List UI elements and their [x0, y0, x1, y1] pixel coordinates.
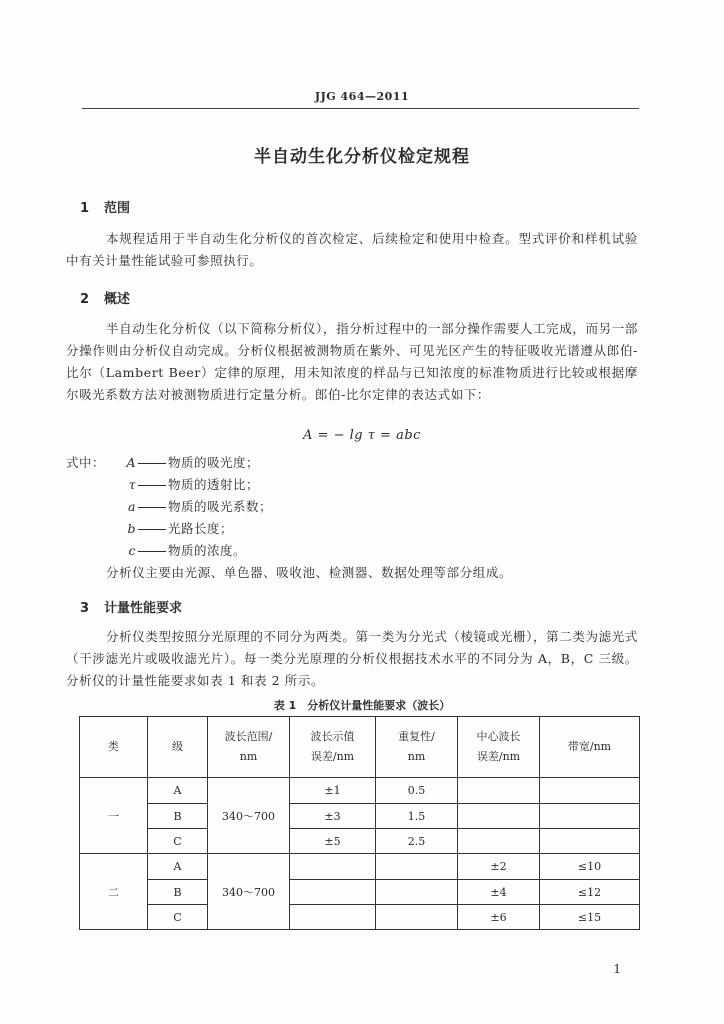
definition-row — [66, 474, 259, 496]
table-row — [80, 804, 640, 829]
grade-cell: C — [148, 829, 208, 854]
page-title: 半自动生化分析仪检定规程 — [254, 147, 470, 167]
dash-rule — [138, 540, 166, 552]
repeat-cell: 1.5 — [376, 804, 458, 829]
page-number: 1 — [613, 962, 621, 976]
definition-text: 物质的透射比； — [168, 477, 260, 492]
section-2-closing: 分析仪主要由光源、单色器、吸收池、检测器、数据处理等部分组成。 — [106, 565, 513, 580]
error-cell — [290, 880, 376, 905]
header-repeat — [376, 717, 458, 778]
header-error-line1: 波长示值 — [310, 730, 355, 743]
header-range-line1: 波长范围/ — [224, 730, 273, 743]
repeat-cell: 0.5 — [376, 778, 458, 804]
type-cell: 二 — [80, 854, 148, 930]
center-cell — [458, 778, 540, 804]
section-title: 计量性能要求 — [104, 601, 183, 616]
definition-text: 物质的吸光系数； — [168, 499, 273, 514]
grade-cell: B — [148, 880, 208, 905]
definition-text: 光路长度； — [168, 521, 234, 536]
header-rule — [82, 108, 639, 109]
bandwidth-cell: ≤12 — [540, 880, 640, 905]
range-cell: 340～700 — [208, 854, 290, 930]
header-range — [208, 717, 290, 778]
header-range-line2: nm — [239, 750, 258, 763]
section-title: 范围 — [104, 201, 131, 216]
header-error-line2: 误差/nm — [310, 750, 355, 763]
center-cell — [458, 829, 540, 854]
lambert-beer-formula: A = − lg τ = abc — [303, 428, 421, 443]
definition-symbol: b — [127, 521, 136, 536]
table-row — [80, 854, 640, 880]
range-cell: 340～700 — [208, 778, 290, 854]
repeat-cell: 2.5 — [376, 829, 458, 854]
definition-row — [66, 540, 246, 562]
header-grade: 级 — [148, 717, 208, 778]
center-cell: ±4 — [458, 880, 540, 905]
section-1-body: 本规程适用于半自动生化分析仪的首次检定、后续检定和使用中检查。型式评价和样机试验中有关计量性能试验可参照执行。 — [66, 231, 638, 268]
repeat-cell — [376, 854, 458, 880]
error-cell: ±3 — [290, 804, 376, 829]
table-row — [80, 905, 640, 930]
header-repeat-line2: nm — [407, 750, 426, 763]
repeat-cell — [376, 880, 458, 905]
table-row — [80, 778, 640, 804]
section-number: 1 — [80, 201, 90, 216]
dash-rule — [138, 452, 166, 464]
standard-code-header: JJG 464—2011 — [314, 90, 410, 103]
center-cell — [458, 804, 540, 829]
grade-cell: A — [148, 778, 208, 804]
section-3-heading — [80, 597, 182, 616]
definition-row — [66, 496, 272, 518]
definition-row — [66, 518, 233, 540]
grade-cell: B — [148, 804, 208, 829]
bandwidth-cell — [540, 829, 640, 854]
table-row — [80, 829, 640, 854]
bandwidth-cell: ≤15 — [540, 905, 640, 930]
section-number: 2 — [80, 292, 90, 307]
definition-symbol: τ — [128, 477, 136, 492]
center-cell: ±2 — [458, 854, 540, 880]
wavelength-requirements-table — [79, 716, 640, 930]
error-cell — [290, 854, 376, 880]
error-cell — [290, 905, 376, 930]
definition-text: 物质的吸光度； — [168, 455, 260, 470]
header-error — [290, 717, 376, 778]
header-repeat-line1: 重复性/ — [398, 730, 435, 743]
definition-text: 物质的浓度。 — [168, 543, 247, 558]
grade-cell: A — [148, 854, 208, 880]
bandwidth-cell — [540, 778, 640, 804]
header-center — [458, 717, 540, 778]
dash-rule — [138, 496, 166, 508]
section-2-body: 半自动生化分析仪（以下简称分析仪），指分析过程中的一部分操作需要人工完成，而另一部分操作则由分析仪自动完成。分析仪根据被测物质在紫外、可见光区产生的特征吸收光谱遵从郎伯-比尔（Lambert Beer）定律的原理，用未知浓度的样品与已知浓度的标准物质进行比较或根据摩尔吸光系数方法对被测物质进行定量分析。郎伯-比尔定律的表达式如下： — [66, 321, 638, 402]
definition-symbol: A — [126, 455, 136, 470]
bandwidth-cell — [540, 804, 640, 829]
table-header-row — [80, 717, 640, 778]
error-cell: ±5 — [290, 829, 376, 854]
type-cell: 一 — [80, 778, 148, 854]
header-type: 类 — [80, 717, 148, 778]
section-2-heading — [80, 288, 130, 307]
dash-rule — [138, 474, 166, 486]
repeat-cell — [376, 905, 458, 930]
where-label: 式中： — [66, 455, 106, 470]
bandwidth-cell: ≤10 — [540, 854, 640, 880]
dash-rule — [138, 518, 166, 530]
table-row — [80, 880, 640, 905]
table-caption: 表 1 分析仪计量性能要求（波长） — [273, 699, 451, 712]
section-number: 3 — [80, 601, 90, 616]
section-3-body: 分析仪类型按照分光原理的不同分为两类。第一类为分光式（棱镜或光栅），第二类为滤光式（干涉滤光片或吸收滤光片）。每一类分光原理的分析仪根据技术水平的不同分为 A，B，C 三级。分析仪的计量性能要求如表 1 和表 2 所示。 — [66, 629, 638, 688]
grade-cell: C — [148, 905, 208, 930]
error-cell: ±1 — [290, 778, 376, 804]
header-center-line2: 误差/nm — [476, 750, 521, 763]
definition-symbol: a — [128, 499, 136, 514]
section-1-heading — [80, 197, 130, 216]
definition-symbol: c — [128, 543, 136, 558]
definition-row — [66, 452, 259, 474]
center-cell: ±6 — [458, 905, 540, 930]
section-title: 概述 — [104, 292, 131, 307]
header-bandwidth: 带宽/nm — [540, 717, 640, 778]
header-center-line1: 中心波长 — [476, 730, 521, 743]
